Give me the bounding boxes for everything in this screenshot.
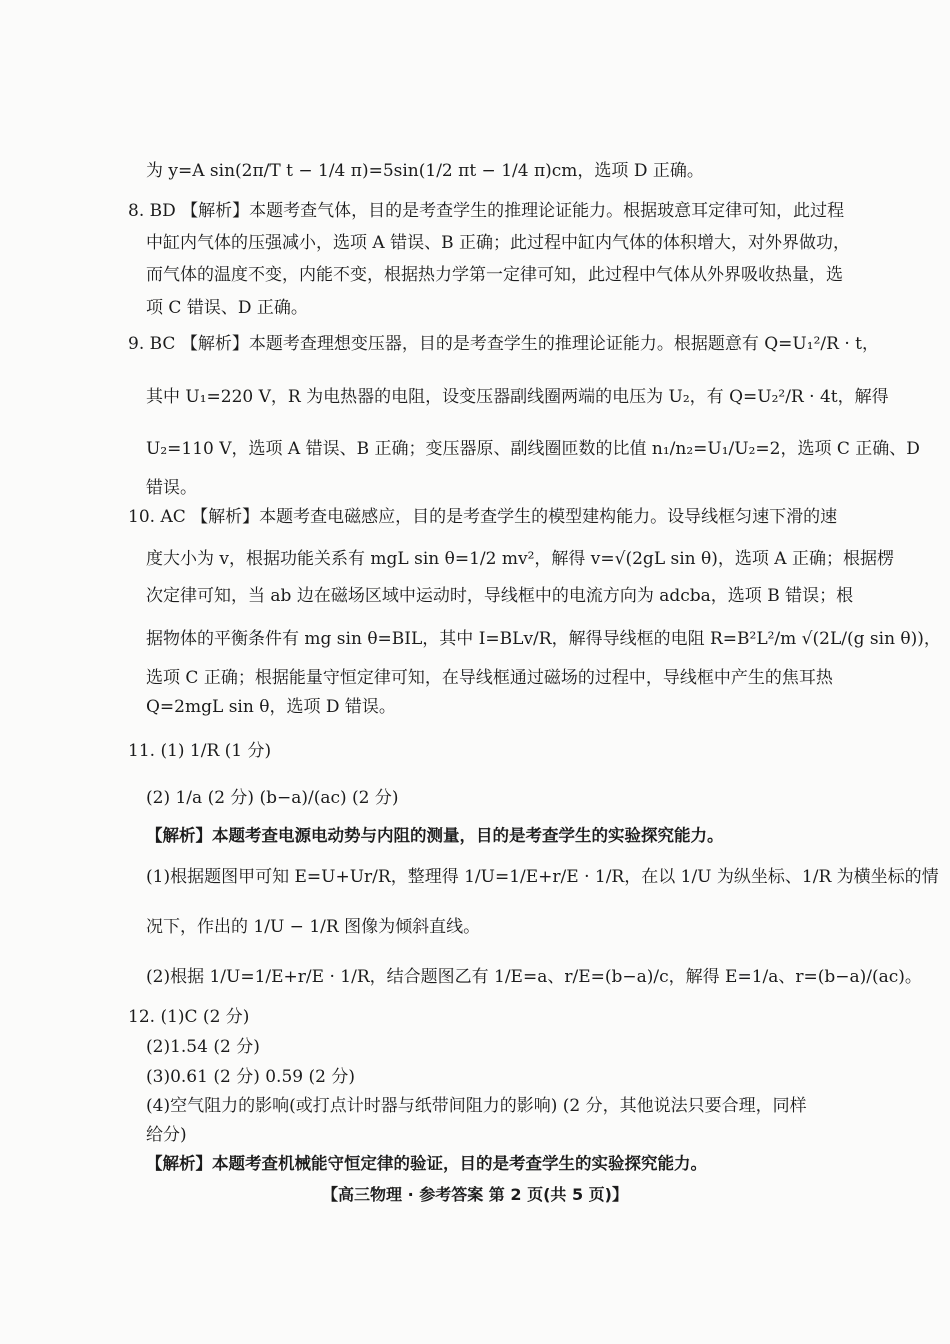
page-footer: 【高三物理 · 参考答案 第 2 页(共 5 页)】 — [322, 1185, 628, 1204]
answer-11-line: 11. (1) 1/R (1 分) — [128, 741, 272, 761]
answer-8-line: 中缸内气体的压强减小，选项 A 错误、B 正确；此过程中缸内气体的体积增大，对外界做功， — [146, 233, 850, 253]
answer-8-line: 8. BD 【解析】本题考查气体，目的是考查学生的推理论证能力。根据玻意耳定律可知，此过程 — [128, 201, 845, 221]
answer-9-line: 错误。 — [146, 478, 197, 498]
answer-12-line: (3)0.61 (2 分) 0.59 (2 分) — [146, 1067, 355, 1087]
answer-9-line: U₂=110 V，选项 A 错误、B 正确；变压器原、副线圈匝数的比值 n₁/n₂=U₁/U₂=2，选项 C 正确、D — [146, 439, 920, 459]
answer-10-line: Q=2mgL sin θ，选项 D 错误。 — [146, 697, 396, 717]
answer-11-line: (1)根据题图甲可知 E=U+Ur/R，整理得 1/U=1/E+r/E · 1/R，在以 1/U 为纵坐标、1/R 为横坐标的情 — [146, 867, 939, 887]
answer-12-line: 给分) — [146, 1125, 187, 1145]
answer-10-line: 度大小为 v，根据功能关系有 mgL sin θ=1/2 mv²，解得 v=√(2gL sin θ)，选项 A 正确；根据楞 — [146, 549, 894, 569]
answer-10-line: 10. AC 【解析】本题考查电磁感应，目的是考查学生的模型建构能力。设导线框匀速下滑的速 — [128, 507, 838, 527]
answer-12-line: 12. (1)C (2 分) — [128, 1007, 250, 1027]
answer-10-line: 选项 C 正确；根据能量守恒定律可知，在导线框通过磁场的过程中，导线框中产生的焦耳热 — [146, 668, 833, 688]
answer-10-line: 次定律可知，当 ab 边在磁场区域中运动时，导线框中的电流方向为 adcba，选项 B 错误；根 — [146, 586, 854, 606]
text-line: 为 y=A sin(2π/T t − 1/4 π)=5sin(1/2 πt − 1/4 π)cm，选项 D 正确。 — [146, 161, 704, 181]
analysis-heading: 【解析】本题考查电源电动势与内阻的测量，目的是考查学生的实验探究能力。 — [146, 826, 724, 845]
answer-8-line: 而气体的温度不变，内能不变，根据热力学第一定律可知，此过程中气体从外界吸收热量，选 — [146, 265, 843, 285]
answer-10-line: 据物体的平衡条件有 mg sin θ=BIL，其中 I=BLv/R，解得导线框的电阻 R=B²L²/m √(2L/(g sin θ))， — [146, 629, 941, 649]
answer-12-line: (4)空气阻力的影响(或打点计时器与纸带间阻力的影响) (2 分，其他说法只要合理，同样 — [146, 1096, 807, 1116]
answer-11-line: (2)根据 1/U=1/E+r/E · 1/R，结合题图乙有 1/E=a、r/E=(b−a)/c，解得 E=1/a、r=(b−a)/(ac)。 — [146, 967, 922, 987]
answer-9-line: 其中 U₁=220 V，R 为电热器的电阻，设变压器副线圈两端的电压为 U₂，有 Q=U₂²/R · 4t，解得 — [146, 387, 889, 407]
answer-8-line: 项 C 错误、D 正确。 — [146, 298, 308, 318]
answer-12-line: (2)1.54 (2 分) — [146, 1037, 260, 1057]
answer-11-line: (2) 1/a (2 分) (b−a)/(ac) (2 分) — [146, 788, 399, 808]
answer-9-line: 9. BC 【解析】本题考查理想变压器，目的是考查学生的推理论证能力。根据题意有 Q=U₁²/R · t， — [128, 334, 879, 354]
analysis-heading: 【解析】本题考查机械能守恒定律的验证，目的是考查学生的实验探究能力。 — [146, 1154, 707, 1173]
answer-11-line: 况下，作出的 1/U − 1/R 图像为倾斜直线。 — [146, 917, 481, 937]
